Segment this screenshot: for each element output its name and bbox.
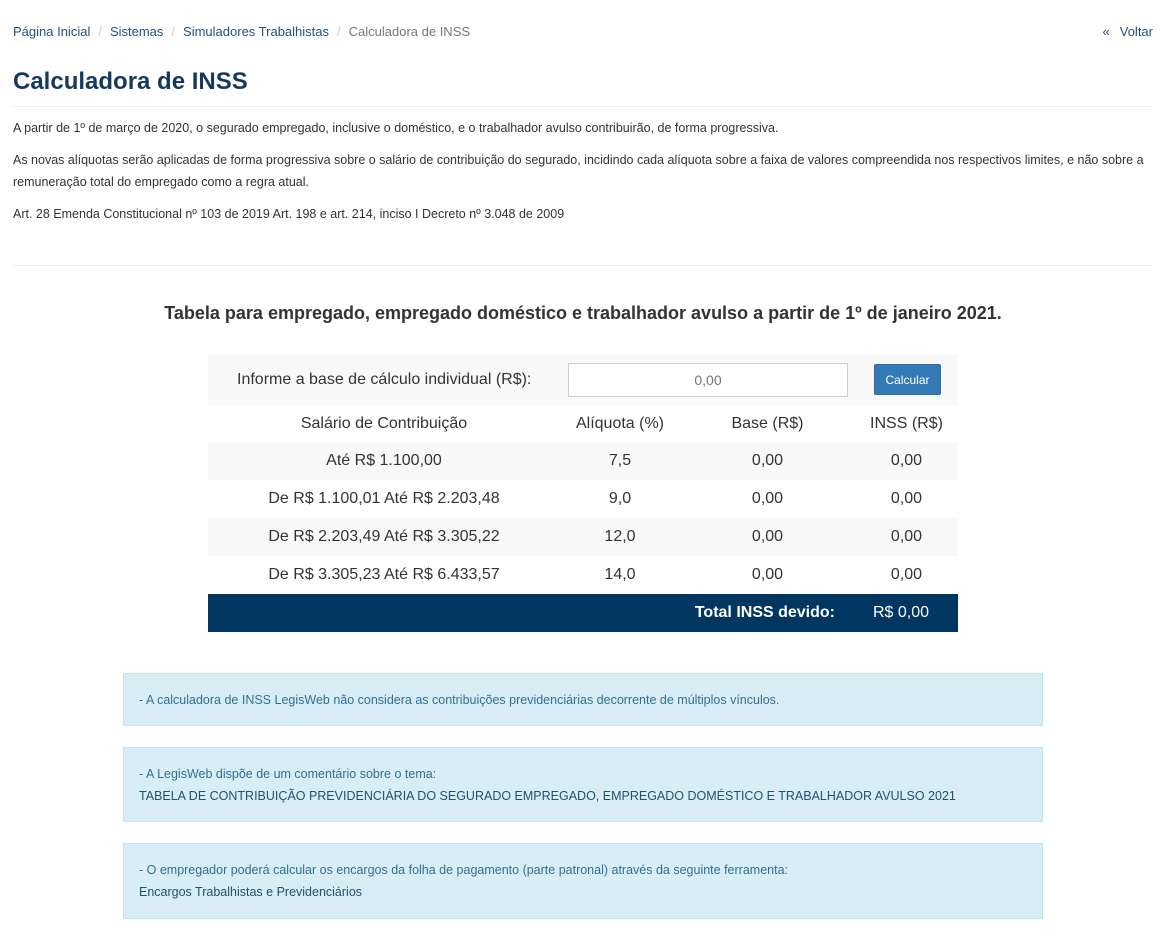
note-text: - O empregador poderá calcular os encargos da folha de pagamento (parte patronal) através da seguinte ferramenta: [139, 863, 788, 877]
cell-inss: 0,00 [855, 480, 958, 518]
cell-inss: 0,00 [855, 442, 958, 480]
cell-aliquota: 14,0 [560, 556, 680, 594]
cell-base: 0,00 [680, 556, 855, 594]
cell-faixa: De R$ 2.203,49 Até R$ 3.305,22 [208, 518, 560, 556]
cell-aliquota: 9,0 [560, 480, 680, 518]
note-encargos [123, 843, 1043, 919]
double-chevron-left-icon: « [1102, 23, 1110, 39]
back-label: Voltar [1119, 23, 1153, 39]
note-multiple-vinculos [123, 673, 1043, 726]
back-link[interactable] [1103, 24, 1153, 39]
page-title: Calculadora de INSS [13, 68, 248, 95]
comentario-link[interactable]: TABELA DE CONTRIBUIÇÃO PREVIDENCIÁRIA DO SEGURADO EMPREGADO, EMPREGADO DOMÉSTICO E TRABALHADOR AVULSO 2021 [139, 789, 956, 803]
table-row [208, 442, 958, 480]
table-row [208, 518, 958, 556]
cell-base: 0,00 [680, 480, 855, 518]
cell-inss: 0,00 [855, 556, 958, 594]
top-bar [13, 22, 1153, 40]
note-text: - A LegisWeb dispõe de um comentário sobre o tema: [139, 767, 437, 781]
inss-table [208, 405, 958, 632]
note-text: - A calculadora de INSS LegisWeb não considera as contribuições previdenciárias decorrente de múltiplos vínculos. [139, 693, 780, 707]
cell-faixa: Até R$ 1.100,00 [208, 442, 560, 480]
table-row [208, 480, 958, 518]
inss-calculator [208, 354, 958, 632]
cell-aliquota: 7,5 [560, 442, 680, 480]
breadcrumb-separator: / [337, 23, 341, 39]
breadcrumb [13, 24, 470, 39]
col-inss: INSS (R$) [870, 414, 943, 432]
intro-paragraph: A partir de 1º de março de 2020, o segurado empregado, inclusive o doméstico, e o trabalhador avulso contribuirão, de forma progressiva. [13, 121, 779, 135]
breadcrumb-simuladores[interactable]: Simuladores Trabalhistas [183, 23, 330, 39]
input-row [208, 354, 958, 405]
cell-faixa: De R$ 1.100,01 Até R$ 2.203,48 [208, 480, 560, 518]
breadcrumb-separator: / [98, 23, 102, 39]
table-title: Tabela para empregado, empregado doméstico e trabalhador avulso a partir de 1º de janeiro 2021. [164, 303, 1002, 323]
cell-inss: 0,00 [855, 518, 958, 556]
total-row [208, 594, 958, 632]
cell-base: 0,00 [680, 518, 855, 556]
legal-reference: Art. 28 Emenda Constitucional nº 103 de 2019 Art. 198 e art. 214, inciso I Decreto nº 3.048 de 2009 [13, 207, 565, 221]
base-input-label: Informe a base de cálculo individual (R$): [237, 370, 532, 388]
table-header-row [208, 405, 958, 442]
breadcrumb-home[interactable]: Página Inicial [13, 23, 91, 39]
title-divider [13, 106, 1153, 107]
base-calculo-input[interactable] [568, 363, 848, 397]
total-value: R$ 0,00 [855, 594, 958, 632]
section-divider [13, 265, 1153, 266]
intro-paragraph: As novas alíquotas serão aplicadas de forma progressiva sobre o salário de contribuição do segurado, incidindo cada alíquota sobre a faixa de valores compreendida nos respectivos limites, e não sobre a remuneração total do empregado como a regra atual. [13, 153, 1144, 189]
col-aliquota: Alíquota (%) [575, 414, 665, 432]
note-comentario [123, 747, 1043, 822]
col-base: Base (R$) [731, 414, 804, 432]
total-label: Total INSS devido: [208, 594, 855, 632]
breadcrumb-current: Calculadora de INSS [348, 23, 471, 39]
calcular-button[interactable]: Calcular [874, 364, 941, 395]
cell-aliquota: 12,0 [560, 518, 680, 556]
cell-base: 0,00 [680, 442, 855, 480]
col-salario: Salário de Contribuição [300, 414, 468, 432]
cell-faixa: De R$ 3.305,23 Até R$ 6.433,57 [208, 556, 560, 594]
encargos-link[interactable]: Encargos Trabalhistas e Previdenciários [139, 885, 363, 899]
breadcrumb-separator: / [171, 23, 176, 39]
breadcrumb-sistemas[interactable]: Sistemas [109, 23, 164, 39]
table-row [208, 556, 958, 594]
